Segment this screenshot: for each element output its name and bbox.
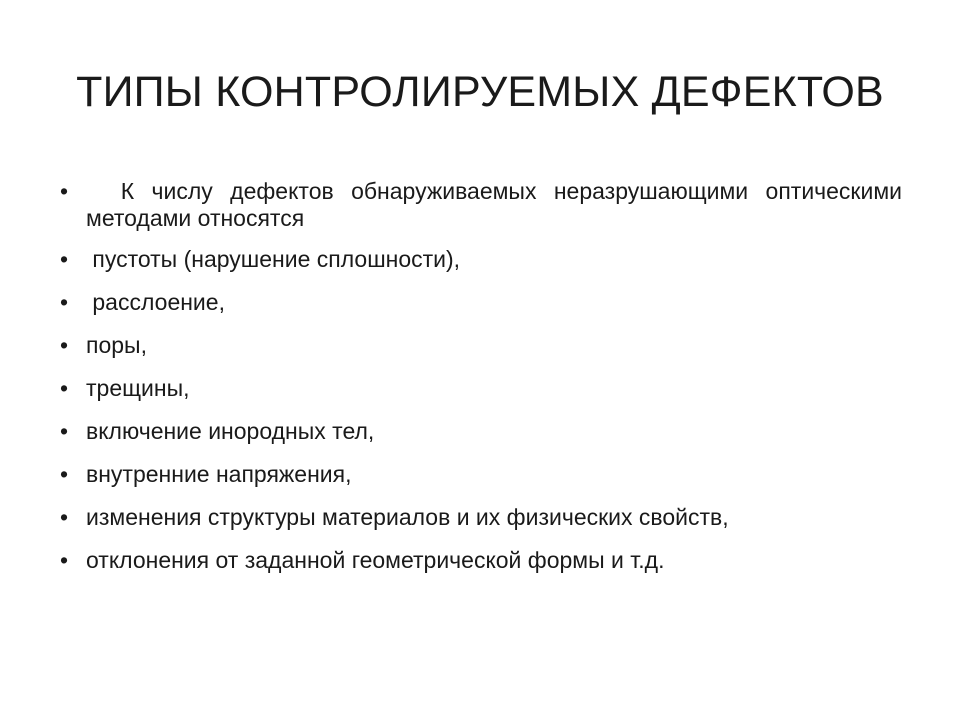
bullet-icon: • (60, 547, 69, 573)
bullet-text: поры, (86, 332, 147, 358)
list-item (60, 289, 902, 316)
bullet-icon: • (60, 375, 69, 401)
slide-title: ТИПЫ КОНТРОЛИРУЕМЫХ ДЕФЕКТОВ (76, 68, 884, 116)
list-item (60, 418, 902, 445)
list-item (60, 332, 902, 359)
bullet-text: включение инородных тел, (86, 418, 375, 444)
bullet-text: пустоты (нарушение сплошности), (86, 246, 461, 272)
bullet-icon: • (60, 289, 69, 315)
list-item (60, 547, 902, 574)
list-item (60, 178, 909, 232)
bullet-icon: • (60, 178, 69, 204)
bullet-icon: • (60, 332, 69, 358)
bullet-text: изменения структуры материалов и их физических свойств, (86, 504, 729, 530)
list-item (60, 504, 902, 531)
bullet-text: внутренние напряжения, (86, 461, 352, 487)
list-item (60, 375, 902, 402)
bullet-text: расслоение, (86, 289, 225, 315)
bullet-icon: • (60, 504, 69, 530)
list-item (60, 461, 902, 488)
bullet-text: К числу дефектов обнаруживаемых неразрушающими оптическими методами относятся (86, 178, 909, 231)
bullet-icon: • (60, 418, 69, 444)
bullet-list (60, 178, 909, 590)
bullet-icon: • (60, 246, 69, 272)
list-item (60, 246, 902, 273)
bullet-text: отклонения от заданной геометрической формы и т.д. (86, 547, 665, 573)
bullet-text: трещины, (86, 375, 190, 401)
bullet-icon: • (60, 461, 69, 487)
